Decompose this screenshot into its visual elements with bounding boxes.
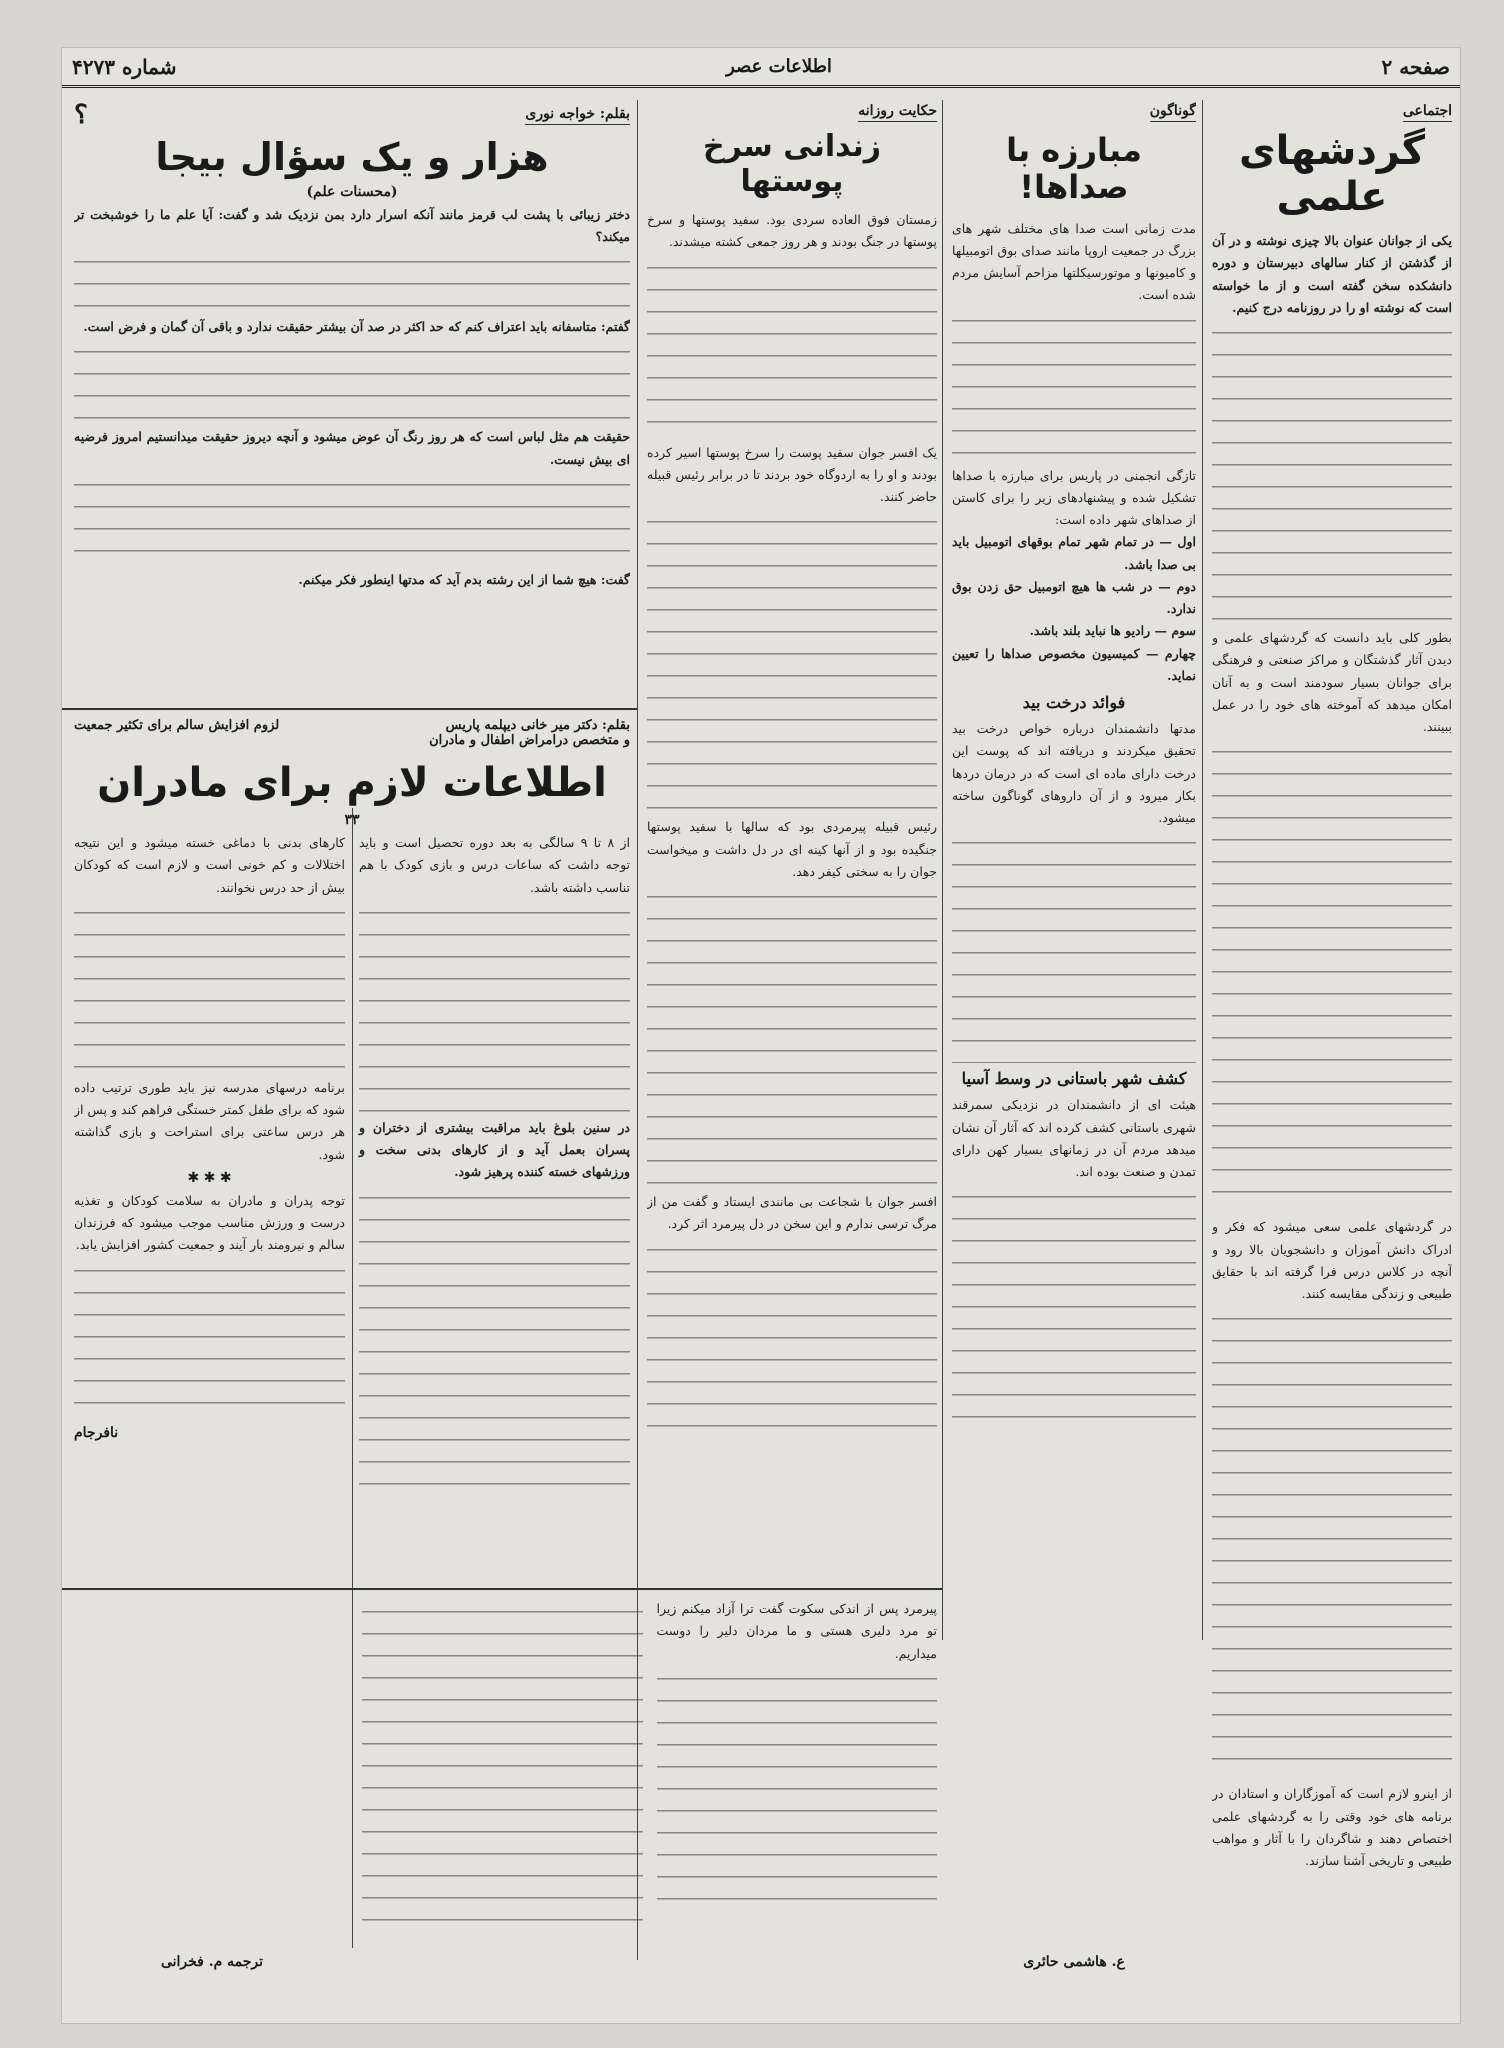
author-specialty: و متخصص درامراض اطفال و مادران bbox=[429, 733, 630, 748]
author-credit: ع. هاشمی حائری bbox=[1023, 1954, 1125, 1970]
paragraph: در سنین بلوغ باید مراقبت بیشتری از دختران و پسران بعمل آید و از کارهای بدنی سخت و ورزشهای خسته کننده پرهیز شود. bbox=[359, 1119, 630, 1180]
body-text-lines bbox=[74, 903, 345, 1073]
paragraph: پیرمرد پس از اندکی سکوت گفت ترا آزاد میکنم زیرا تو مرد دلیری هستی و ما مردان دلیر را دوست میداریم. bbox=[656, 1601, 937, 1661]
body-text-lines bbox=[359, 903, 630, 1113]
article-noise-fight bbox=[952, 100, 1196, 1580]
series-number: ۳۳ bbox=[344, 812, 360, 828]
paragraph: تازگی انجمنی در پاریس برای مبارزه با صداها تشکیل شده و پیشنهادهای زیر را برای کاستن از صداهای شهر داده است: bbox=[952, 467, 1196, 528]
paragraph: یکی از جوانان عنوان بالا چیزی نوشته و در آن از گذشتن از کنار سالهای دبیرستان و دوره دانشکده سخن گفته است و از ما خواسته است که نوشته او را در روزنامه درج کنیم. bbox=[1212, 233, 1452, 315]
author-line: بقلم: دکتر میر خانی دیپلمه پاریس bbox=[445, 718, 630, 733]
list-item: اول — در تمام شهر تمام بوقهای اتومبیل باید بی صدا باشد. bbox=[952, 534, 1196, 572]
body-text-lines bbox=[657, 1669, 938, 1919]
list-item: دوم — در شب ها هیچ اتومبیل حق زدن بوق ندارد. bbox=[952, 578, 1196, 617]
body-text-lines bbox=[74, 475, 630, 565]
body-text-lines bbox=[647, 512, 937, 812]
kicker: اجتماعی bbox=[1403, 103, 1452, 122]
article-thousand-questions bbox=[74, 100, 630, 700]
article-prisoner-story bbox=[647, 100, 937, 1580]
headline: زندانی سرخ پوستها bbox=[703, 129, 881, 199]
author-credit: ترجمه م. فخرانی bbox=[160, 1954, 264, 1970]
subhead: (محسنات علم) bbox=[306, 183, 398, 200]
paragraph: کارهای بدنی با دماغی خسته میشود و این نتیجه اختلالات و کم خونی است و لازم است که کودکان بیش از حد درس نخوانند. bbox=[74, 835, 345, 895]
body-text-lines bbox=[1212, 1309, 1452, 1779]
body-text-lines bbox=[952, 833, 1196, 1063]
section-rule bbox=[62, 1588, 942, 1590]
paragraph: هیئت ای از دانشمندان در نزدیکی سمرقند شهری باستانی کشف کرده اند که آثار آن نشان میدهد مردم آن در زمانهای بسیار کهن دارای تمدن و صنعت بوده اند. bbox=[952, 1097, 1196, 1180]
paragraph: گفتم: متاسفانه باید اعتراف کنم که حد اکثر در صد آن بیشتر حقیقت ندارد و باقی آن گمان و فرض است. bbox=[83, 319, 630, 335]
body-text-lines bbox=[1212, 742, 1452, 1212]
column-rule bbox=[942, 100, 943, 1640]
body-text-lines bbox=[952, 311, 1196, 461]
body-text-lines bbox=[362, 1602, 643, 1932]
kicker-right bbox=[429, 718, 630, 748]
paragraph: دختر زیبائی با پشت لب قرمز مانند آنکه اسرار دارد بمن نزدیک شد و گفت: آیا علم ما را خوشبخت تر میکند؟ bbox=[74, 206, 630, 244]
paper-name: اطلاعات عصر bbox=[726, 56, 832, 77]
body-text-lines bbox=[647, 887, 937, 1187]
section-rule bbox=[62, 708, 637, 710]
kicker: حکایت روزانه bbox=[858, 103, 937, 122]
separator-stars: ✱ ✱ ✱ bbox=[187, 1169, 232, 1186]
body-text-lines bbox=[359, 1188, 630, 1488]
paragraph: رئیس قبیله پیرمردی بود که سالها با سفید پوستها جنگیده بود و از آنها کینه ای در دل داشت و میخواست جوان را به سختی کیفر دهد. bbox=[647, 819, 937, 879]
end-mark: نافرجام bbox=[74, 1424, 119, 1441]
paragraph: بطور کلی باید دانست که گردشهای علمی و دیدن آثار گذشتگان و مراکز صنعتی و فرهنگی برای جوانان بسیار سودمند است و به آنان امکان میدهد که آموخته های خود را در عمل ببینند. bbox=[1212, 630, 1452, 734]
paragraph: توجه پدران و مادران به سلامت کودکان و تغذیه درست و ورزش مناسب موجب میشود که فرزندان سالم و نیرومند بار آیند و جمعیت کشور افزایش یابد. bbox=[74, 1192, 345, 1253]
list-item: چهارم — کمیسیون مخصوص صداها را تعیین نماید. bbox=[952, 645, 1196, 683]
running-head bbox=[62, 48, 1460, 88]
newspaper-page bbox=[62, 48, 1460, 2023]
body-text-lines bbox=[647, 1240, 937, 1440]
paragraph: از ۸ تا ۹ سالگی به بعد دوره تحصیل است و باید توجه داشت که ساعات درس و بازی کودک با هم تناسب داشته باشد. bbox=[359, 835, 630, 895]
body-text-lines bbox=[74, 1261, 345, 1421]
paragraph: یک افسر جوان سفید پوست را سرخ پوستها اسیر کرده بودند و او را به اردوگاه خود بردند تا در برابر رئیس قبیله حاضر کنند. bbox=[647, 444, 937, 504]
paragraph: افسر جوان با شجاعت بی مانندی ایستاد و گفت من از مرگ ترسی ندارم و این سخن در دل پیرمرد اثر کرد. bbox=[647, 1194, 937, 1232]
paragraph: مدت زمانی است صدا های مختلف شهر های بزرگ در جمعیت اروپا مانند صدای بوق اتومبیلها و کامیونها و موتورسیکلتها مزاحم آسایش مردم شده است. bbox=[952, 220, 1196, 303]
paragraph: حقیقت هم مثل لباس است که هر روز رنگ آن عوض میشود و آنچه دیروز حقیقت میدانستیم امروز فرضیه ای بیش نیست. bbox=[74, 429, 630, 467]
paragraph: در گردشهای علمی سعی میشود که فکر و ادراک دانش آموزان و دانشجویان بالا رود و آنچه در کلاس درس فرا گرفته اند با حقایق طبیعی و زندگی مقایسه کنند. bbox=[1212, 1219, 1452, 1301]
author-line: بقلم: خواجه نوری bbox=[525, 106, 630, 125]
body-text-lines bbox=[1212, 323, 1452, 623]
headline: هزار و یک سؤال بیجا bbox=[155, 135, 549, 179]
paragraph: مدتها دانشمندان درباره خواص درخت بید تحقیق میکردند و دریافته اند که پوست این درخت دارای ماده ای است که در درمان دردها بکار میرود و از آن داروهای گوناگون ساخته میشود. bbox=[952, 721, 1196, 826]
list-item: سوم — رادیو ها نباید بلند باشد. bbox=[1029, 623, 1196, 639]
headline: مبارزه با صداها! bbox=[1006, 131, 1142, 206]
paragraph: زمستان فوق العاده سردی بود. سفید پوستها و سرخ پوستها در جنگ بودند و هر روز جمعی کشته میشدند. bbox=[647, 212, 937, 250]
paragraph: برنامه درسهای مدرسه نیز باید طوری ترتیب داده شود که برای طفل کمتر خستگی فراهم کند و پس از هر درس ساعتی برای استراحت و بازی گذاشته شود. bbox=[74, 1079, 345, 1162]
body-text-lines bbox=[647, 258, 937, 438]
column-rule bbox=[1202, 100, 1203, 1640]
article-scientific-trips bbox=[1212, 100, 1452, 1980]
continuation-block bbox=[362, 1598, 937, 1978]
issue-label: شماره ۴۲۷۳ bbox=[72, 54, 177, 79]
headline: گردشهای علمی bbox=[1238, 128, 1426, 220]
paragraph: از اینرو لازم است که آموزگاران و استادان در برنامه های خود وقتی را به گردشهای علمی اختصاص دهند و شاگردان را با آثار و مواهب طبیعی و تاریخی آشنا سازند. bbox=[1212, 1786, 1452, 1868]
paragraph: گفت: هیچ شما از این رشته بدم آید که مدتها اینطور فکر میکنم. bbox=[298, 571, 630, 587]
section-title: کشف شهر باستانی در وسط آسیا bbox=[961, 1069, 1187, 1089]
kicker-left: لزوم افزایش سالم برای تکثیر جمعیت bbox=[74, 718, 280, 733]
body-text-lines bbox=[74, 342, 630, 422]
question-mark: ؟ bbox=[74, 100, 88, 130]
headline: اطلاعات لازم برای مادران bbox=[97, 760, 607, 806]
body-text-lines bbox=[952, 1187, 1196, 1437]
kicker: گوناگون bbox=[1150, 103, 1196, 122]
body-text-lines bbox=[74, 252, 630, 312]
article-mothers-info bbox=[74, 718, 630, 1580]
section-title: فوائد درخت بید bbox=[1022, 693, 1126, 713]
page-label: صفحه ۲ bbox=[1381, 54, 1450, 79]
